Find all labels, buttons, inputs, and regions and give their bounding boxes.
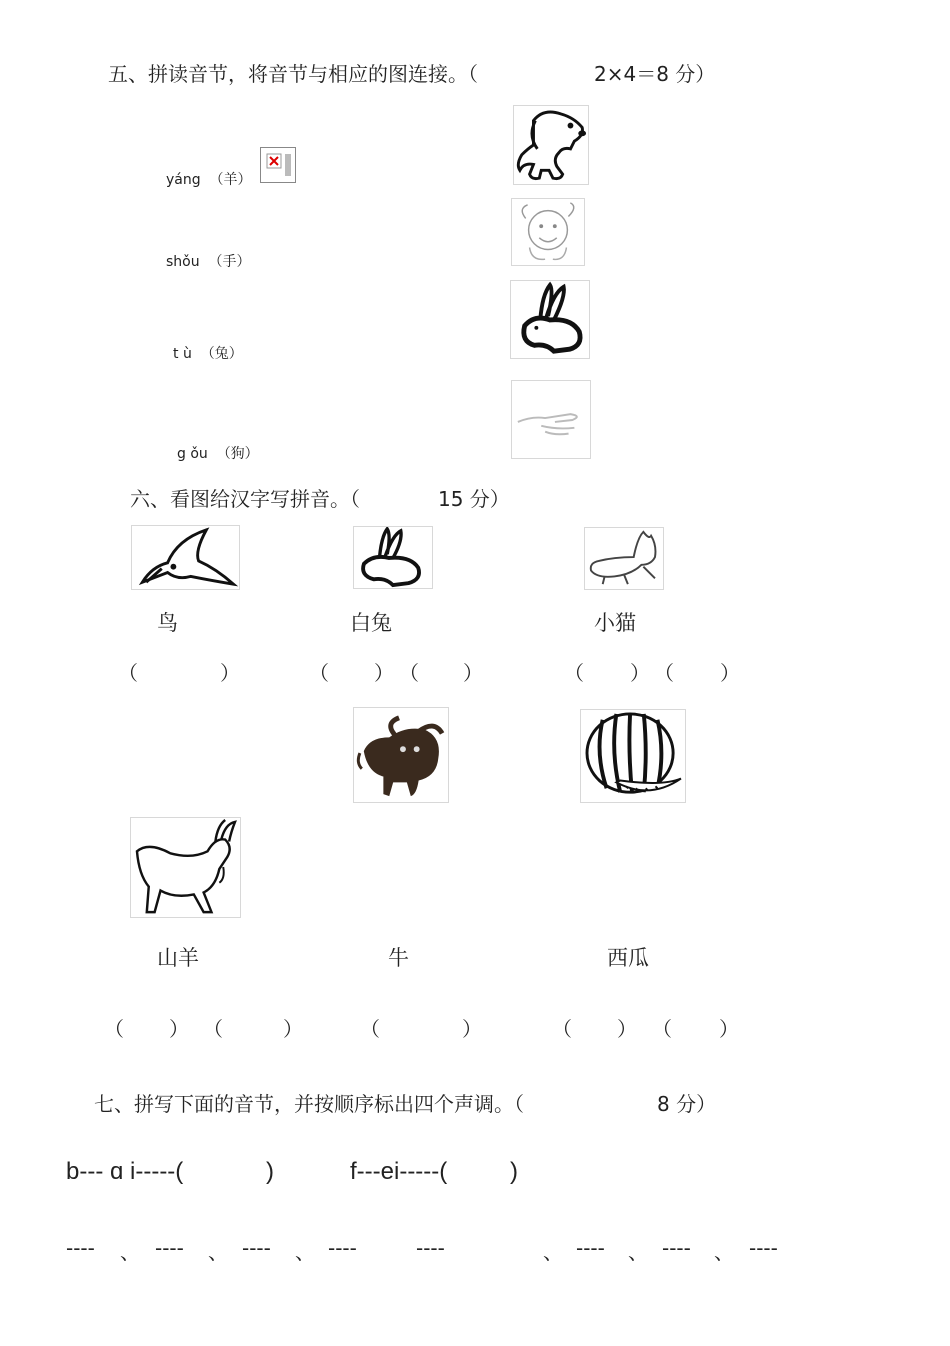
ox-picture [353,707,449,803]
white-rabbit-picture [353,526,433,589]
answer-blank-close: ） [374,661,394,685]
separator: 、 [628,1240,648,1264]
separator: 、 [295,1240,315,1264]
syllable-fei-close: ) [510,1158,518,1185]
tone-blank: ---- [242,1236,271,1260]
tone-blank: ---- [66,1236,95,1260]
answer-blank-close: ） [169,1017,189,1041]
answer-blank-close: ） [720,661,740,685]
section7-score: 8 分） [657,1092,717,1116]
answer-blank-open: （ [652,1017,672,1041]
label-xigua: 西瓜 [607,946,649,970]
answer-blank-close: ） [719,1017,739,1041]
label-xiaomao: 小猫 [594,611,636,635]
answer-blank-close: ） [462,1017,482,1041]
section6-title: 六、看图给汉字写拼音。（ [130,487,360,511]
separator: 、 [208,1240,228,1264]
broken-image-icon [260,147,296,183]
answer-blank-close: ） [630,661,650,685]
separator: 、 [543,1240,563,1264]
answer-blank-open: （ [118,661,138,685]
answer-blank-open: （ [564,661,584,685]
section6-score: 15 分） [438,487,510,511]
tone-blank: ---- [749,1236,778,1260]
answer-blank-close: ） [463,661,483,685]
section7-title: 七、拼写下面的音节，并按顺序标出四个声调。（ [94,1092,524,1116]
tone-blank: ---- [155,1236,184,1260]
separator: 、 [714,1240,734,1264]
answer-blank-open: （ [203,1017,223,1041]
syllable-fei: f---ei-----( [350,1158,448,1185]
pinyin-gou: g ǒu （狗） [177,446,259,462]
answer-blank-open: （ [104,1017,124,1041]
answer-blank-close: ） [283,1017,303,1041]
label-shanyang: 山羊 [157,946,199,970]
section5-score: 2×4＝8 分） [594,62,716,86]
answer-blank-close: ） [617,1017,637,1041]
goat-cartoon-picture[interactable] [511,198,585,266]
rabbit-picture[interactable] [510,280,590,359]
dog-picture[interactable] [513,105,589,185]
pinyin-tu: t ù （兔） [173,346,243,362]
hand-picture[interactable] [511,380,591,459]
syllable-bai-close: ) [266,1158,274,1185]
answer-blank-open: （ [399,661,419,685]
answer-blank-open: （ [552,1017,572,1041]
pinyin-shou: shǒu （手） [166,254,251,270]
separator: 、 [120,1240,140,1264]
tone-blank: ---- [662,1236,691,1260]
bird-picture [131,525,240,590]
goat-picture [130,817,241,918]
answer-blank-open: （ [309,661,329,685]
label-baitu: 白兔 [350,611,392,635]
answer-blank-close: ） [220,661,240,685]
tone-blank: ---- [416,1236,445,1260]
kitten-picture [584,527,664,590]
watermelon-picture [580,709,686,803]
label-niu: 牛 [388,946,409,970]
syllable-bai: b--- ɑ i-----( [66,1158,184,1185]
answer-blank-open: （ [654,661,674,685]
tone-blank: ---- [576,1236,605,1260]
section5-title: 五、拼读音节，将音节与相应的图连接。（ [108,62,478,86]
tone-blank: ---- [328,1236,357,1260]
label-niao: 鸟 [157,611,178,635]
pinyin-yang: yáng （羊） [166,172,252,188]
answer-blank-open: （ [360,1017,380,1041]
